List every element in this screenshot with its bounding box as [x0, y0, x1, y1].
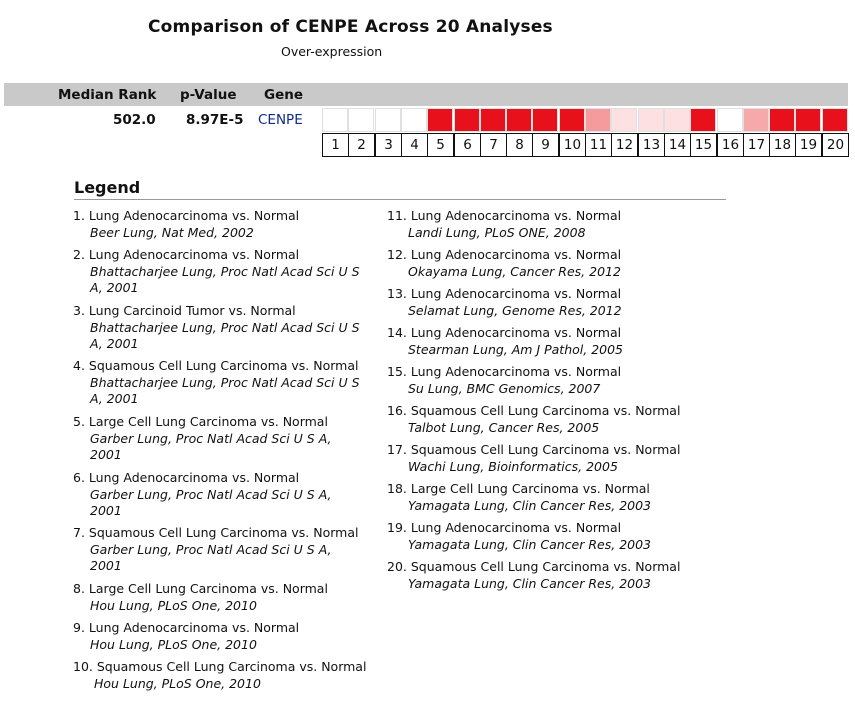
heatmap-cell-8[interactable]	[506, 108, 532, 132]
legend-item-citation: Hou Lung, PLoS One, 2010	[90, 597, 257, 613]
heatmap-column-label: 3	[375, 133, 402, 157]
heatmap-cell-11[interactable]	[585, 108, 611, 132]
legend-item-citation: Yamagata Lung, Clin Cancer Res, 2003	[408, 575, 652, 591]
legend-item-citation: Garber Lung, Proc Natl Acad Sci U S A,	[90, 541, 332, 557]
legend-item	[73, 620, 383, 653]
heatmap-column-label: 9	[532, 133, 559, 157]
heatmap-cell-6[interactable]	[454, 108, 480, 132]
legend-item	[73, 659, 383, 692]
heatmap-cell-16[interactable]	[717, 108, 743, 132]
chart-subtitle: Over-expression	[281, 44, 383, 59]
median-rank-header: Median Rank	[58, 87, 157, 103]
heatmap-column-label: 17	[743, 133, 770, 157]
legend-item-citation-cont: A, 2001	[90, 280, 139, 295]
legend-item	[387, 286, 707, 319]
heatmap-cell-15[interactable]	[690, 108, 716, 132]
heatmap-column-label: 8	[506, 133, 533, 157]
legend-item-citation: Landi Lung, PLoS ONE, 2008	[408, 224, 586, 240]
legend-item	[73, 470, 383, 520]
heatmap-column-label: 20	[822, 133, 849, 157]
legend-item-citation: Bhattacharjee Lung, Proc Natl Acad Sci U S	[90, 319, 360, 335]
legend-item	[387, 403, 707, 436]
legend-item	[73, 414, 383, 464]
legend-item-citation: Hou Lung, PLoS One, 2010	[90, 636, 257, 652]
legend-item-title: 17. Squamous Cell Lung Carcinoma vs. Normal	[387, 442, 681, 457]
legend-item-citation: Bhattacharjee Lung, Proc Natl Acad Sci U S	[90, 263, 360, 279]
heatmap-cell-4[interactable]	[401, 108, 427, 132]
legend-item-citation: Okayama Lung, Cancer Res, 2012	[408, 263, 621, 279]
legend-item-citation: Wachi Lung, Bioinformatics, 2005	[408, 458, 618, 474]
legend-item-title: 12. Lung Adenocarcinoma vs. Normal	[387, 247, 622, 262]
legend-item-title: 11. Lung Adenocarcinoma vs. Normal	[387, 208, 622, 223]
legend-item	[387, 520, 707, 553]
heatmap-cell-14[interactable]	[664, 108, 690, 132]
heatmap-cell-10[interactable]	[559, 108, 585, 132]
legend-item	[387, 208, 707, 241]
heatmap-column-label: 2	[348, 133, 375, 157]
heatmap-cell-20[interactable]	[822, 108, 848, 132]
legend-item-citation-cont: 2001	[90, 447, 122, 462]
legend-item-title: 1. Lung Adenocarcinoma vs. Normal	[73, 208, 300, 223]
heatmap-cell-19[interactable]	[795, 108, 821, 132]
legend-title: Legend	[74, 178, 141, 197]
legend-item-citation: Su Lung, BMC Genomics, 2007	[408, 380, 601, 396]
legend-item	[73, 303, 383, 353]
legend-item	[73, 358, 383, 408]
heatmap-column-label: 19	[795, 133, 822, 157]
legend-item-citation: Yamagata Lung, Clin Cancer Res, 2003	[408, 536, 652, 552]
legend-item-title: 13. Lung Adenocarcinoma vs. Normal	[387, 286, 622, 301]
heatmap-column-label: 13	[638, 133, 665, 157]
legend-item-citation: Beer Lung, Nat Med, 2002	[90, 224, 254, 240]
legend-item	[73, 247, 383, 297]
heatmap-cell-2[interactable]	[348, 108, 374, 132]
legend-item	[387, 247, 707, 280]
heatmap-cell-18[interactable]	[769, 108, 795, 132]
heatmap-cell-17[interactable]	[743, 108, 769, 132]
legend-item-title: 6. Lung Adenocarcinoma vs. Normal	[73, 470, 300, 485]
legend-item	[387, 364, 707, 397]
heatmap-column-label: 7	[480, 133, 507, 157]
legend-item-citation-cont: A, 2001	[90, 391, 139, 406]
heatmap-cell-1[interactable]	[322, 108, 348, 132]
heatmap-column-label: 10	[559, 133, 586, 157]
heatmap-cell-12[interactable]	[611, 108, 637, 132]
gene-link[interactable]: CENPE	[258, 112, 303, 128]
heatmap-cell-5[interactable]	[427, 108, 453, 132]
legend-item-citation: Talbot Lung, Cancer Res, 2005	[408, 419, 600, 435]
legend-item-citation: Stearman Lung, Am J Pathol, 2005	[408, 341, 624, 357]
legend-item	[387, 559, 707, 592]
legend-item-citation: Bhattacharjee Lung, Proc Natl Acad Sci U S	[90, 374, 360, 390]
heatmap-column-label: 5	[427, 133, 454, 157]
median-rank-value: 502.0	[113, 112, 156, 128]
heatmap-cell-7[interactable]	[480, 108, 506, 132]
heatmap-cell-9[interactable]	[532, 108, 558, 132]
legend-item-citation-cont: A, 2001	[90, 336, 139, 351]
heatmap-column-label: 15	[690, 133, 717, 157]
p-value-value: 8.97E-5	[186, 112, 244, 128]
legend-item	[73, 581, 383, 614]
legend-item-title: 14. Lung Adenocarcinoma vs. Normal	[387, 325, 622, 340]
legend-item-citation: Garber Lung, Proc Natl Acad Sci U S A,	[90, 430, 332, 446]
legend-item-title: 16. Squamous Cell Lung Carcinoma vs. Normal	[387, 403, 681, 418]
legend-item-citation-cont: 2001	[90, 503, 122, 518]
legend-item-title: 20. Squamous Cell Lung Carcinoma vs. Normal	[387, 559, 681, 574]
legend-item-citation: Garber Lung, Proc Natl Acad Sci U S A,	[90, 486, 332, 502]
heatmap-column-label: 14	[664, 133, 691, 157]
legend-item-title: 7. Squamous Cell Lung Carcinoma vs. Normal	[73, 525, 359, 540]
legend-item-citation: Selamat Lung, Genome Res, 2012	[408, 302, 622, 318]
legend-item-title: 5. Large Cell Lung Carcinoma vs. Normal	[73, 414, 328, 429]
heatmap-cell-3[interactable]	[375, 108, 401, 132]
legend-item	[387, 325, 707, 358]
heatmap-column-label: 6	[454, 133, 481, 157]
legend-item	[73, 525, 383, 575]
legend-item-title: 19. Lung Adenocarcinoma vs. Normal	[387, 520, 622, 535]
legend-item-title: 4. Squamous Cell Lung Carcinoma vs. Normal	[73, 358, 359, 373]
legend-item-citation-cont: 2001	[90, 558, 122, 573]
legend-item	[387, 481, 707, 514]
legend-item-citation: Yamagata Lung, Clin Cancer Res, 2003	[408, 497, 652, 513]
legend-item-title: 8. Large Cell Lung Carcinoma vs. Normal	[73, 581, 328, 596]
legend-item-citation: Hou Lung, PLoS One, 2010	[94, 675, 261, 691]
heatmap-column-label: 1	[322, 133, 349, 157]
heatmap-column-label: 4	[401, 133, 428, 157]
legend-divider	[74, 199, 726, 200]
heatmap-column-label: 18	[769, 133, 796, 157]
legend-item-title: 3. Lung Carcinoid Tumor vs. Normal	[73, 303, 296, 318]
chart-title: Comparison of CENPE Across 20 Analyses	[148, 17, 553, 37]
legend-item-title: 9. Lung Adenocarcinoma vs. Normal	[73, 620, 300, 635]
heatmap-cell-13[interactable]	[638, 108, 664, 132]
legend-item-title: 2. Lung Adenocarcinoma vs. Normal	[73, 247, 300, 262]
legend-item	[387, 442, 707, 475]
heatmap-column-label: 16	[717, 133, 744, 157]
gene-header: Gene	[264, 87, 304, 103]
heatmap-column-label: 11	[585, 133, 612, 157]
legend-item-title: 15. Lung Adenocarcinoma vs. Normal	[387, 364, 622, 379]
legend-item	[73, 208, 383, 241]
heatmap-column-label: 12	[611, 133, 638, 157]
p-value-header: p-Value	[180, 87, 237, 103]
legend-item-title: 10. Squamous Cell Lung Carcinoma vs. Normal	[73, 659, 367, 674]
legend-item-title: 18. Large Cell Lung Carcinoma vs. Normal	[387, 481, 650, 496]
